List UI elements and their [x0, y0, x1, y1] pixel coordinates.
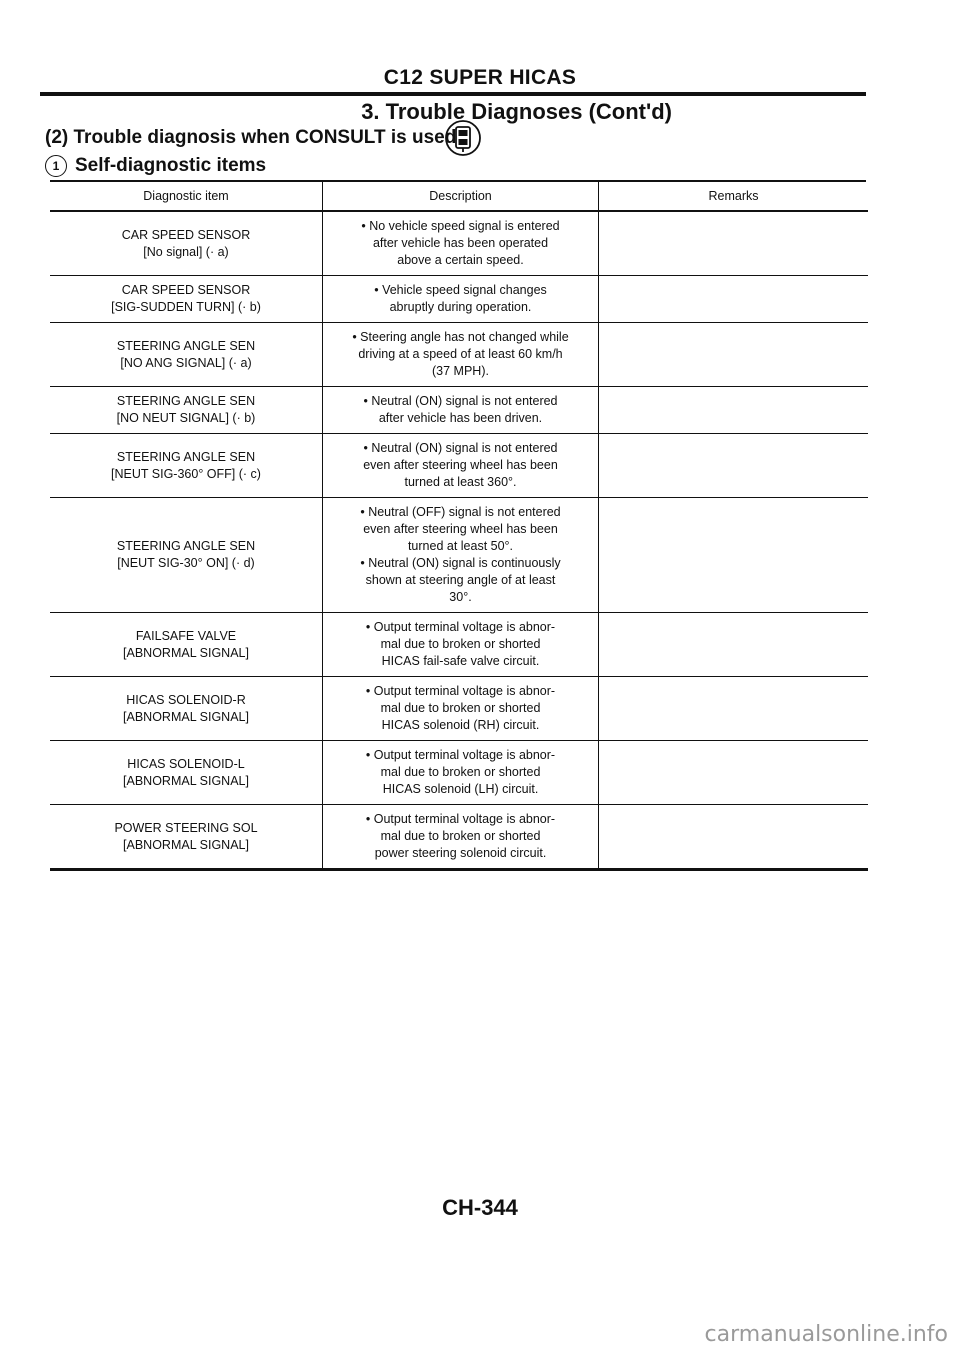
- description-line: even after steering wheel has been: [363, 522, 558, 536]
- diagnostic-item-cell: [50, 434, 323, 498]
- diagnostic-item-line: STEERING ANGLE SEN: [116, 449, 256, 464]
- table-row: [50, 276, 868, 323]
- self-diagnostic-table: [50, 182, 868, 871]
- description-line: • Steering angle has not changed while: [352, 330, 569, 344]
- description-line: • Output terminal voltage is abnor-: [365, 620, 556, 634]
- diagnostic-item-cell: [50, 498, 323, 613]
- description-cell: [323, 741, 599, 805]
- page-title: C12 SUPER HICAS: [383, 66, 577, 89]
- remarks-cell: [599, 498, 869, 613]
- diagnostic-item-line: [ABNORMAL SIGNAL]: [123, 709, 249, 724]
- watermark: carmanualsonline.info: [704, 1322, 948, 1347]
- table-row: [50, 498, 868, 613]
- table-row: [50, 434, 868, 498]
- remarks-cell: [599, 677, 869, 741]
- description-line: • No vehicle speed signal is entered: [361, 219, 560, 233]
- description-line: turned at least 360°.: [404, 475, 517, 489]
- description-line: even after steering wheel has been: [363, 458, 558, 472]
- remarks-cell: [599, 276, 869, 323]
- remarks-cell: [599, 805, 869, 870]
- diagnostic-item-line: STEERING ANGLE SEN: [116, 338, 256, 353]
- diagnostic-item-line: [NEUT SIG-360° OFF] (· c): [111, 466, 261, 481]
- description-line: 30°.: [449, 590, 472, 604]
- diagnostic-item-line: [NO NEUT SIGNAL] (· b): [116, 411, 256, 425]
- description-line: • Neutral (ON) signal is not entered: [363, 441, 558, 455]
- description-line: mal due to broken or shorted: [380, 701, 541, 715]
- header-remarks: Remarks: [599, 182, 869, 211]
- diagnostic-item-line: FAILSAFE VALVE: [135, 628, 237, 643]
- subsection-label: Self-diagnostic items: [75, 155, 267, 176]
- diagnostic-item-line: [ABNORMAL SIGNAL]: [123, 773, 249, 788]
- header-description: Description: [323, 182, 599, 211]
- table-row: [50, 677, 868, 741]
- diagnostic-item-line: [SIG-SUDDEN TURN] (· b): [111, 300, 261, 314]
- description-cell: [323, 387, 599, 434]
- table-row: [50, 613, 868, 677]
- description-cell: [323, 434, 599, 498]
- remarks-cell: [599, 387, 869, 434]
- diagnostic-item-cell: [50, 323, 323, 387]
- diagnostic-item-cell: [50, 276, 323, 323]
- description-line: (37 MPH).: [432, 364, 489, 378]
- diagnostic-item-line: [NEUT SIG-30° ON] (· d): [117, 556, 255, 570]
- diagnostic-item-cell: [50, 613, 323, 677]
- diagnostic-item-line: [No signal] (· a): [143, 244, 229, 259]
- description-line: • Output terminal voltage is abnor-: [365, 684, 556, 698]
- circled-number: 1: [45, 155, 67, 177]
- diagnostic-item-cell: [50, 211, 323, 276]
- diagnostic-item-cell: [50, 741, 323, 805]
- description-line: • Output terminal voltage is abnor-: [365, 812, 556, 826]
- subsection-title: [45, 155, 266, 177]
- diagnostic-item-cell: [50, 805, 323, 870]
- diagnostic-item-line: CAR SPEED SENSOR: [121, 283, 251, 297]
- description-line: above a certain speed.: [397, 253, 524, 267]
- description-cell: [323, 805, 599, 870]
- description-line: • Output terminal voltage is abnor-: [365, 748, 556, 762]
- description-line: HICAS solenoid (LH) circuit.: [382, 782, 539, 796]
- diagnostic-item-line: STEERING ANGLE SEN: [116, 539, 256, 553]
- remarks-cell: [599, 323, 869, 387]
- diagnostic-item-line: [ABNORMAL SIGNAL]: [123, 837, 249, 852]
- description-line: HICAS solenoid (RH) circuit.: [381, 718, 540, 732]
- header-rule: [40, 92, 866, 96]
- description-line: • Neutral (ON) signal is continuously: [360, 556, 561, 570]
- description-line: after vehicle has been operated: [372, 236, 549, 250]
- description-cell: [323, 613, 599, 677]
- remarks-cell: [599, 613, 869, 677]
- description-cell: [323, 498, 599, 613]
- diagnostic-item-line: STEERING ANGLE SEN: [116, 394, 256, 408]
- diagnostic-item-line: HICAS SOLENOID-L: [127, 756, 245, 771]
- page-subtitle: 3. Trouble Diagnoses (Cont'd): [361, 99, 672, 124]
- diagnostic-item-line: HICAS SOLENOID-R: [126, 692, 246, 707]
- description-line: • Neutral (OFF) signal is not entered: [360, 505, 561, 519]
- description-line: • Vehicle speed signal changes: [374, 283, 547, 297]
- diagnostic-item-line: CAR SPEED SENSOR: [121, 227, 251, 242]
- remarks-cell: [599, 434, 869, 498]
- section-title: (2) Trouble diagnosis when CONSULT is used: [45, 127, 457, 148]
- description-line: mal due to broken or shorted: [380, 637, 541, 651]
- remarks-cell: [599, 741, 869, 805]
- description-cell: [323, 677, 599, 741]
- consult-tester-icon: [444, 119, 482, 157]
- description-line: mal due to broken or shorted: [380, 765, 541, 779]
- diagnostic-item-cell: [50, 677, 323, 741]
- table-row: [50, 323, 868, 387]
- description-line: HICAS fail-safe valve circuit.: [381, 654, 540, 668]
- description-line: shown at steering angle of at least: [365, 573, 556, 587]
- description-cell: [323, 323, 599, 387]
- table-row: [50, 387, 868, 434]
- diagnostic-item-line: [ABNORMAL SIGNAL]: [123, 645, 249, 660]
- table-header-row: [50, 182, 868, 211]
- page-number: CH-344: [442, 1195, 518, 1220]
- table-row: [50, 805, 868, 870]
- description-line: driving at a speed of at least 60 km/h: [358, 347, 563, 361]
- remarks-cell: [599, 211, 869, 276]
- table-row: [50, 211, 868, 276]
- diagnostic-item-cell: [50, 387, 323, 434]
- table-row: [50, 741, 868, 805]
- diagnostic-item-line: [NO ANG SIGNAL] (· a): [120, 355, 252, 370]
- diagnostic-item-line: POWER STEERING SOL: [114, 820, 258, 835]
- description-line: • Neutral (ON) signal is not entered: [363, 394, 558, 408]
- description-cell: [323, 276, 599, 323]
- description-cell: [323, 211, 599, 276]
- description-line: mal due to broken or shorted: [380, 829, 541, 843]
- description-line: power steering solenoid circuit.: [374, 846, 547, 860]
- description-line: turned at least 50°.: [407, 539, 514, 553]
- description-line: after vehicle has been driven.: [378, 411, 543, 425]
- header-diagnostic-item: Diagnostic item: [50, 182, 323, 211]
- description-line: abruptly during operation.: [389, 300, 532, 314]
